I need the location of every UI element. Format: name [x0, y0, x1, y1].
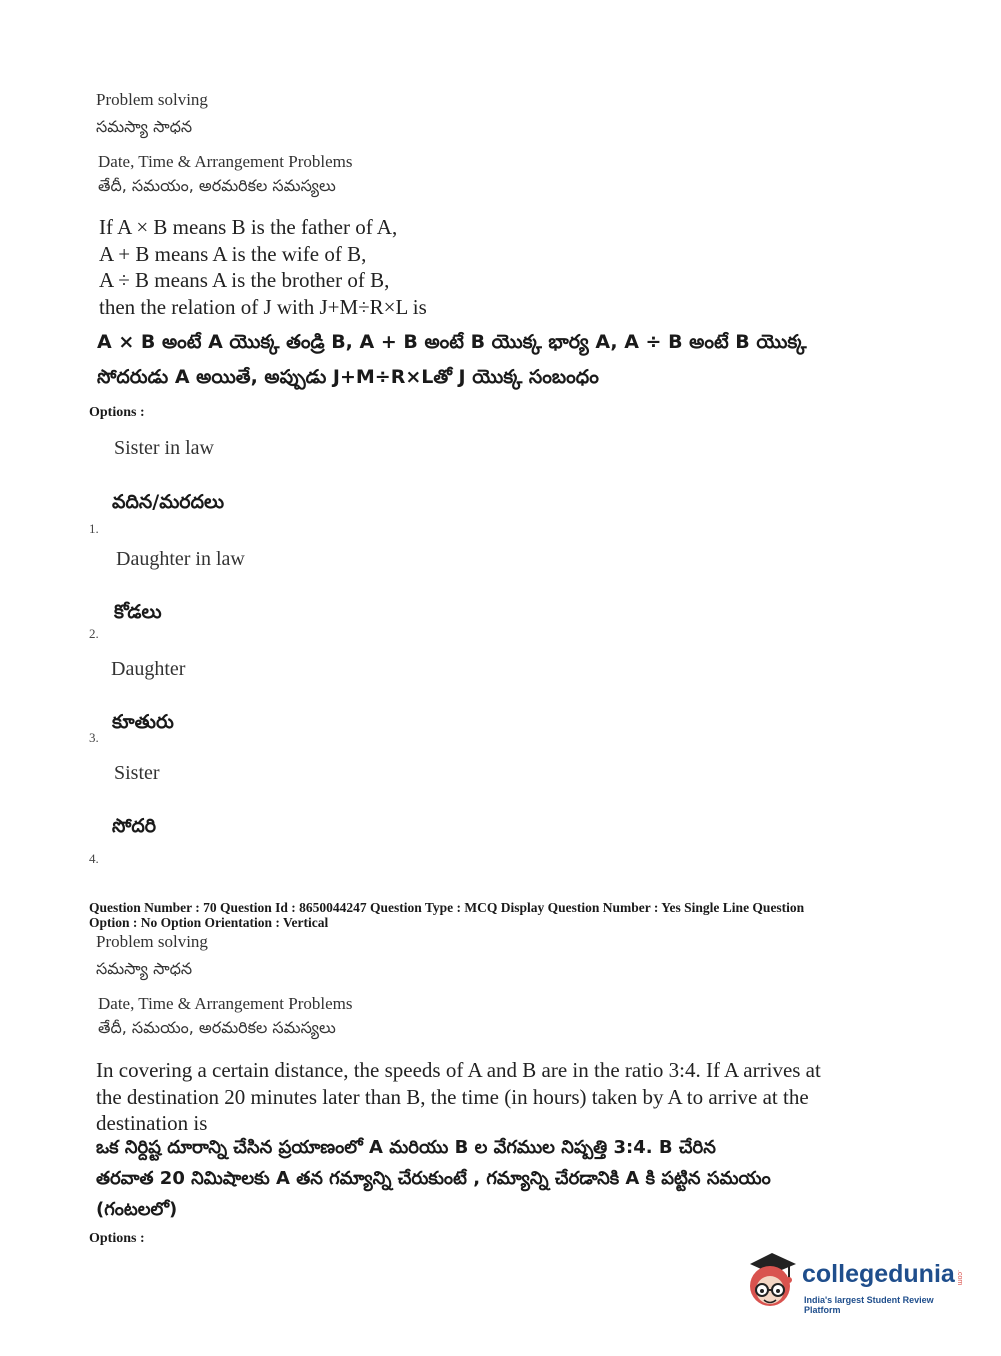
option-3-number: 3.	[89, 730, 99, 745]
question-line: సోదరుడు A అయితే, అప్పుడు J+M÷R×Lతో J యొక్క సంబంధం	[97, 366, 599, 388]
subject-label-te: సమస్యా సాధన	[96, 117, 193, 136]
question-line: ఒక నిర్దిష్ట దూరాన్ని చేసిన ప్రయాణంలో A మరియు B ల వేగముల నిష్పత్తి 3:4. B చేరిన	[96, 1137, 716, 1158]
question-text-en	[96, 1057, 821, 1137]
question-meta-line: Question Number : 70 Question Id : 8650044247 Question Type : MCQ Display Question Number : Yes Single Line Question	[89, 900, 805, 915]
topic-label-te: తేదీ, సమయం, అరమరికల సమస్యలు	[98, 1018, 336, 1037]
option-1-en[interactable]: Sister in law	[114, 437, 214, 459]
question-meta	[89, 900, 804, 930]
question-text-te	[96, 1132, 771, 1225]
question-line: తరవాత 20 నిమిషాలకు A తన గమ్యాన్ని చేరుకుంటే , గమ్యాన్ని చేరడానికి A కి పట్టిన సమయం	[96, 1168, 771, 1189]
option-1-te[interactable]: వదిన/మరదలు	[112, 491, 225, 513]
question-text-en	[99, 214, 427, 320]
option-3-en[interactable]: Daughter	[111, 658, 186, 680]
topic-label-te: తేదీ, సమయం, అరమరికల సమస్యలు	[98, 176, 336, 195]
option-2-te[interactable]: కోడలు	[114, 601, 162, 623]
brand-logo[interactable]	[742, 1248, 972, 1318]
brand-name: collegedunia	[802, 1260, 955, 1288]
question-line: If A × B means B is the father of A,	[99, 215, 398, 239]
option-2-en[interactable]: Daughter in law	[116, 548, 245, 570]
mascot-icon	[742, 1250, 802, 1312]
question-text-te	[97, 325, 807, 395]
question-line: A + B means A is the wife of B,	[99, 241, 367, 266]
subject-label-te: సమస్యా సాధన	[96, 959, 193, 978]
topic-label-en: Date, Time & Arrangement Problems	[98, 152, 353, 171]
options-heading: Options :	[89, 1231, 145, 1246]
subject-label-en: Problem solving	[96, 90, 208, 109]
question-line: (గంటలలో)	[96, 1199, 178, 1220]
question-line: then the relation of J with J+M÷R×L is	[99, 294, 427, 319]
option-4-te[interactable]: సోదరి	[112, 815, 157, 837]
brand-domain: .com	[956, 1270, 963, 1286]
question-line: the destination 20 minutes later than B, the time (in hours) taken by A to arrive at the	[96, 1084, 809, 1109]
question-line: A ÷ B means A is the brother of B,	[99, 268, 390, 292]
question-meta-line: Option : No Option Orientation : Vertical	[89, 915, 329, 930]
option-3-te[interactable]: కూతురు	[112, 711, 174, 733]
question-line: In covering a certain distance, the speeds of A and B are in the ratio 3:4. If A arrives at	[96, 1058, 821, 1082]
topic-label-en: Date, Time & Arrangement Problems	[98, 994, 353, 1013]
option-4-en[interactable]: Sister	[114, 762, 160, 784]
brand-tagline: India's largest Student Review Platform	[804, 1295, 934, 1315]
subject-label-en: Problem solving	[96, 932, 208, 951]
options-heading: Options :	[89, 405, 145, 420]
option-4-number: 4.	[89, 851, 99, 866]
option-1-number: 1.	[89, 521, 99, 536]
question-line: A × B అంటే A యొక్క తండ్రి B, A + B అంటే B యొక్క భార్య A, A ÷ B అంటే B యొక్క	[97, 331, 807, 353]
question-line: destination is	[96, 1111, 208, 1135]
option-2-number: 2.	[89, 626, 99, 641]
